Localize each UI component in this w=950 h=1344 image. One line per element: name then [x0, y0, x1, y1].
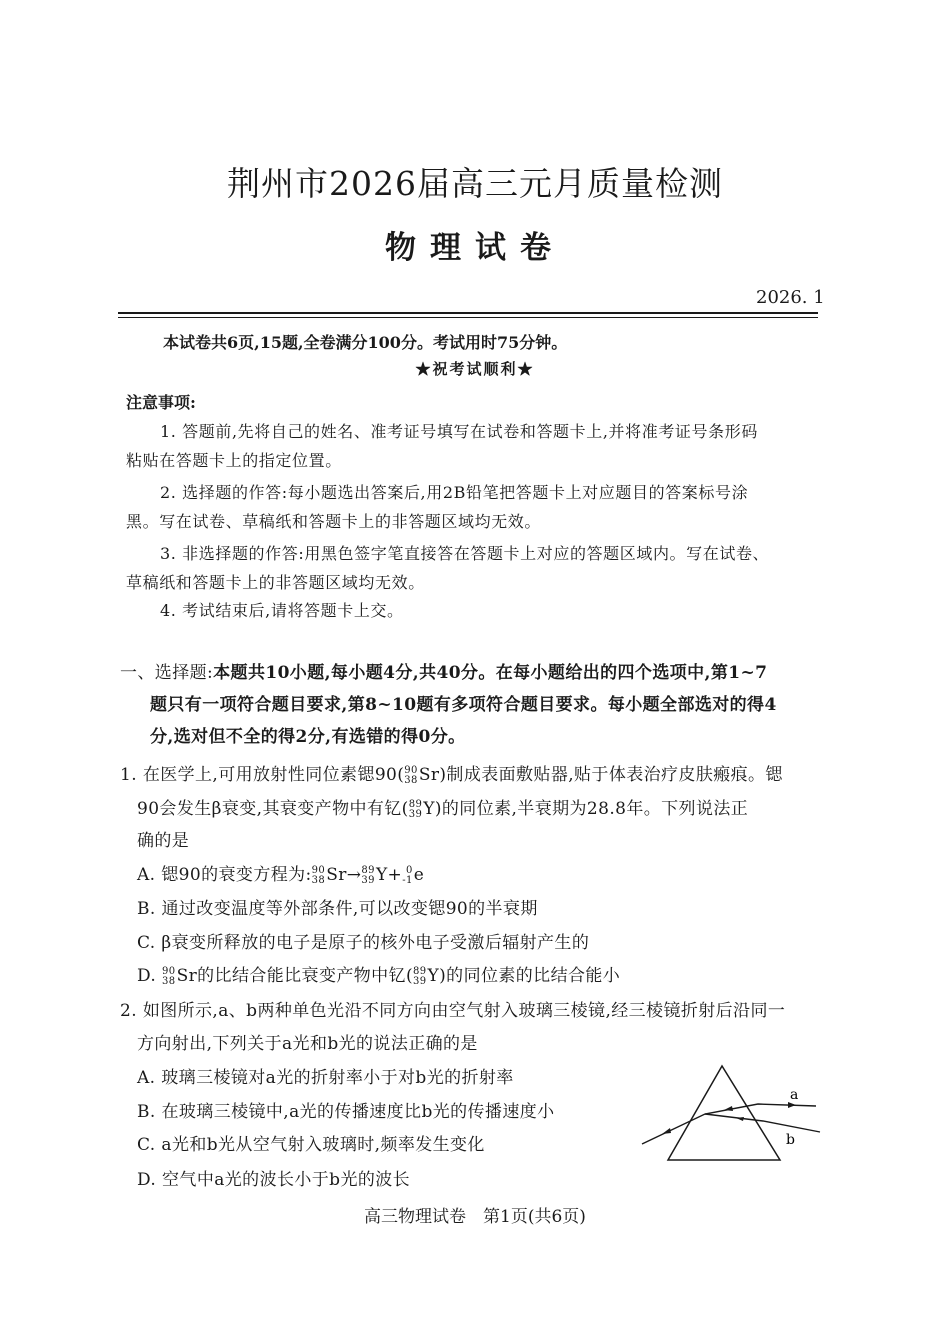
note-line-3: 2. 选择题的作答:每小题选出答案后,用2B铅笔把答题卡上对应题目的答案标号涂 — [160, 483, 749, 502]
note-line-6: 草稿纸和答题卡上的非答题区域均无效。 — [126, 573, 425, 592]
page-footer: 高三物理试卷 第1页(共6页) — [364, 1207, 586, 1227]
q1-stem-2a: 90会发生β衰变,其衰变产物中有钇( — [137, 799, 409, 819]
prism-figure — [640, 1060, 830, 1170]
electron-symbol: e — [413, 865, 425, 885]
prism-triangle — [668, 1066, 780, 1160]
q2-option-c: C. a光和b光从空气射入玻璃时,频率发生变化 — [137, 1135, 485, 1155]
y-plus: Y+ — [375, 865, 403, 885]
section1-text-3: 分,选对但不全的得2分,有选错的得0分。 — [150, 727, 466, 747]
q1-option-a — [137, 860, 424, 886]
exit-ray-arrow — [662, 1128, 671, 1134]
sr-mass-d: 90 — [162, 965, 176, 977]
q2-option-b: B. 在玻璃三棱镜中,a光的传播速度比b光的传播速度小 — [137, 1102, 555, 1122]
q1-option-d-mid: Sr的比结合能比衰变产物中钇( — [176, 966, 413, 986]
exam-wish: ★祝考试顺利★ — [415, 360, 535, 378]
section1-text-1: 本题共10小题,每小题4分,共40分。在每小题给出的四个选项中,第1~7 — [213, 663, 768, 683]
e-mass: 0 — [406, 864, 413, 876]
sr-arrow: Sr→ — [326, 865, 362, 885]
ray-b — [705, 1114, 820, 1132]
exam-info: 本试卷共6页,15题,全卷满分100分。考试用时75分钟。 — [163, 333, 568, 352]
note-line-1: 1. 答题前,先将自己的姓名、准考证号填写在试卷和答题卡上,并将准考证号条形码 — [160, 422, 758, 441]
q1-stem-1a: 1. 在医学上,可用放射性同位素锶90( — [120, 765, 405, 785]
section1-line-3 — [150, 722, 466, 747]
q2-stem-line-2: 方向射出,下列关于a光和b光的说法正确的是 — [137, 1034, 478, 1054]
y-nuclide-d — [413, 967, 427, 987]
q1-stem-2b: Y)的同位素,半衰期为28.8年。下列说法正 — [423, 799, 749, 819]
y-nuclide-a — [361, 866, 375, 886]
sr-nuclide-d — [162, 967, 176, 987]
q2-option-a: A. 玻璃三棱镜对a光的折射率小于对b光的折射率 — [137, 1068, 514, 1088]
electron-nuclide — [402, 866, 413, 886]
q1-stem-line-1 — [120, 760, 783, 786]
note-line-7: 4. 考试结束后,请将答题卡上交。 — [160, 601, 404, 620]
sr-z: 38 — [404, 774, 418, 786]
q1-option-d-end: Y)的同位素的比结合能小 — [427, 966, 621, 986]
e-z: -1 — [402, 874, 413, 886]
y-z-d: 39 — [412, 975, 427, 987]
note-line-2: 粘贴在答题卡上的指定位置。 — [126, 451, 342, 470]
y-z: 39 — [408, 808, 423, 820]
q1-stem-line-3: 确的是 — [137, 831, 190, 851]
subject-title: 物理试卷 — [385, 230, 565, 266]
y-mass: 89 — [408, 798, 423, 810]
q1-option-d-label: D. — [137, 966, 163, 986]
sr-mass-a: 90 — [311, 864, 326, 876]
sr-nuclide — [404, 766, 418, 786]
q1-stem-1b: Sr)制成表面敷贴器,贴于体表治疗皮肤瘢痕。锶 — [418, 765, 783, 785]
y-z-a: 39 — [361, 874, 375, 886]
q1-option-b: B. 通过改变温度等外部条件,可以改变锶90的半衰期 — [137, 899, 538, 919]
sr-nuclide-a — [312, 866, 326, 886]
exam-title: 荆州市2026届高三元月质量检测 — [227, 164, 723, 203]
q1-option-a-text: A. 锶90的衰变方程为: — [137, 865, 312, 885]
section1-lead: 一、选择题: — [120, 663, 214, 683]
y-nuclide — [409, 800, 423, 820]
notes-title: 注意事项: — [126, 393, 196, 412]
note-line-5: 3. 非选择题的作答:用黑色签字笔直接答在答题卡上对应的答题区域内。写在试卷、 — [160, 544, 770, 563]
sr-z-a: 38 — [311, 874, 326, 886]
note-line-4: 黑。写在试卷、草稿纸和答题卡上的非答题区域均无效。 — [126, 512, 542, 531]
exam-date: 2026. 1 — [756, 287, 825, 308]
q2-option-d: D. 空气中a光的波长小于b光的波长 — [137, 1170, 411, 1190]
sr-z-d: 38 — [162, 975, 176, 987]
section1-line-1 — [120, 658, 767, 683]
y-mass-a: 89 — [361, 864, 375, 876]
section1-line-2 — [150, 690, 777, 715]
q2-stem-line-1: 2. 如图所示,a、b两种单色光沿不同方向由空气射入玻璃三棱镜,经三棱镜折射后沿同一 — [120, 1001, 786, 1021]
q1-option-d — [137, 961, 620, 987]
header-rule-thick — [118, 312, 818, 314]
label-a: a — [790, 1087, 799, 1103]
sr-mass: 90 — [404, 764, 418, 776]
q1-option-c: C. β衰变所释放的电子是原子的核外电子受激后辐射产生的 — [137, 933, 590, 953]
label-b: b — [786, 1132, 795, 1148]
section1-text-2: 题只有一项符合题目要求,第8~10题有多项符合题目要求。每小题全部选对的得4 — [150, 695, 777, 715]
y-mass-d: 89 — [412, 965, 427, 977]
header-rule-thin — [118, 317, 818, 318]
q1-stem-line-2 — [137, 794, 748, 820]
